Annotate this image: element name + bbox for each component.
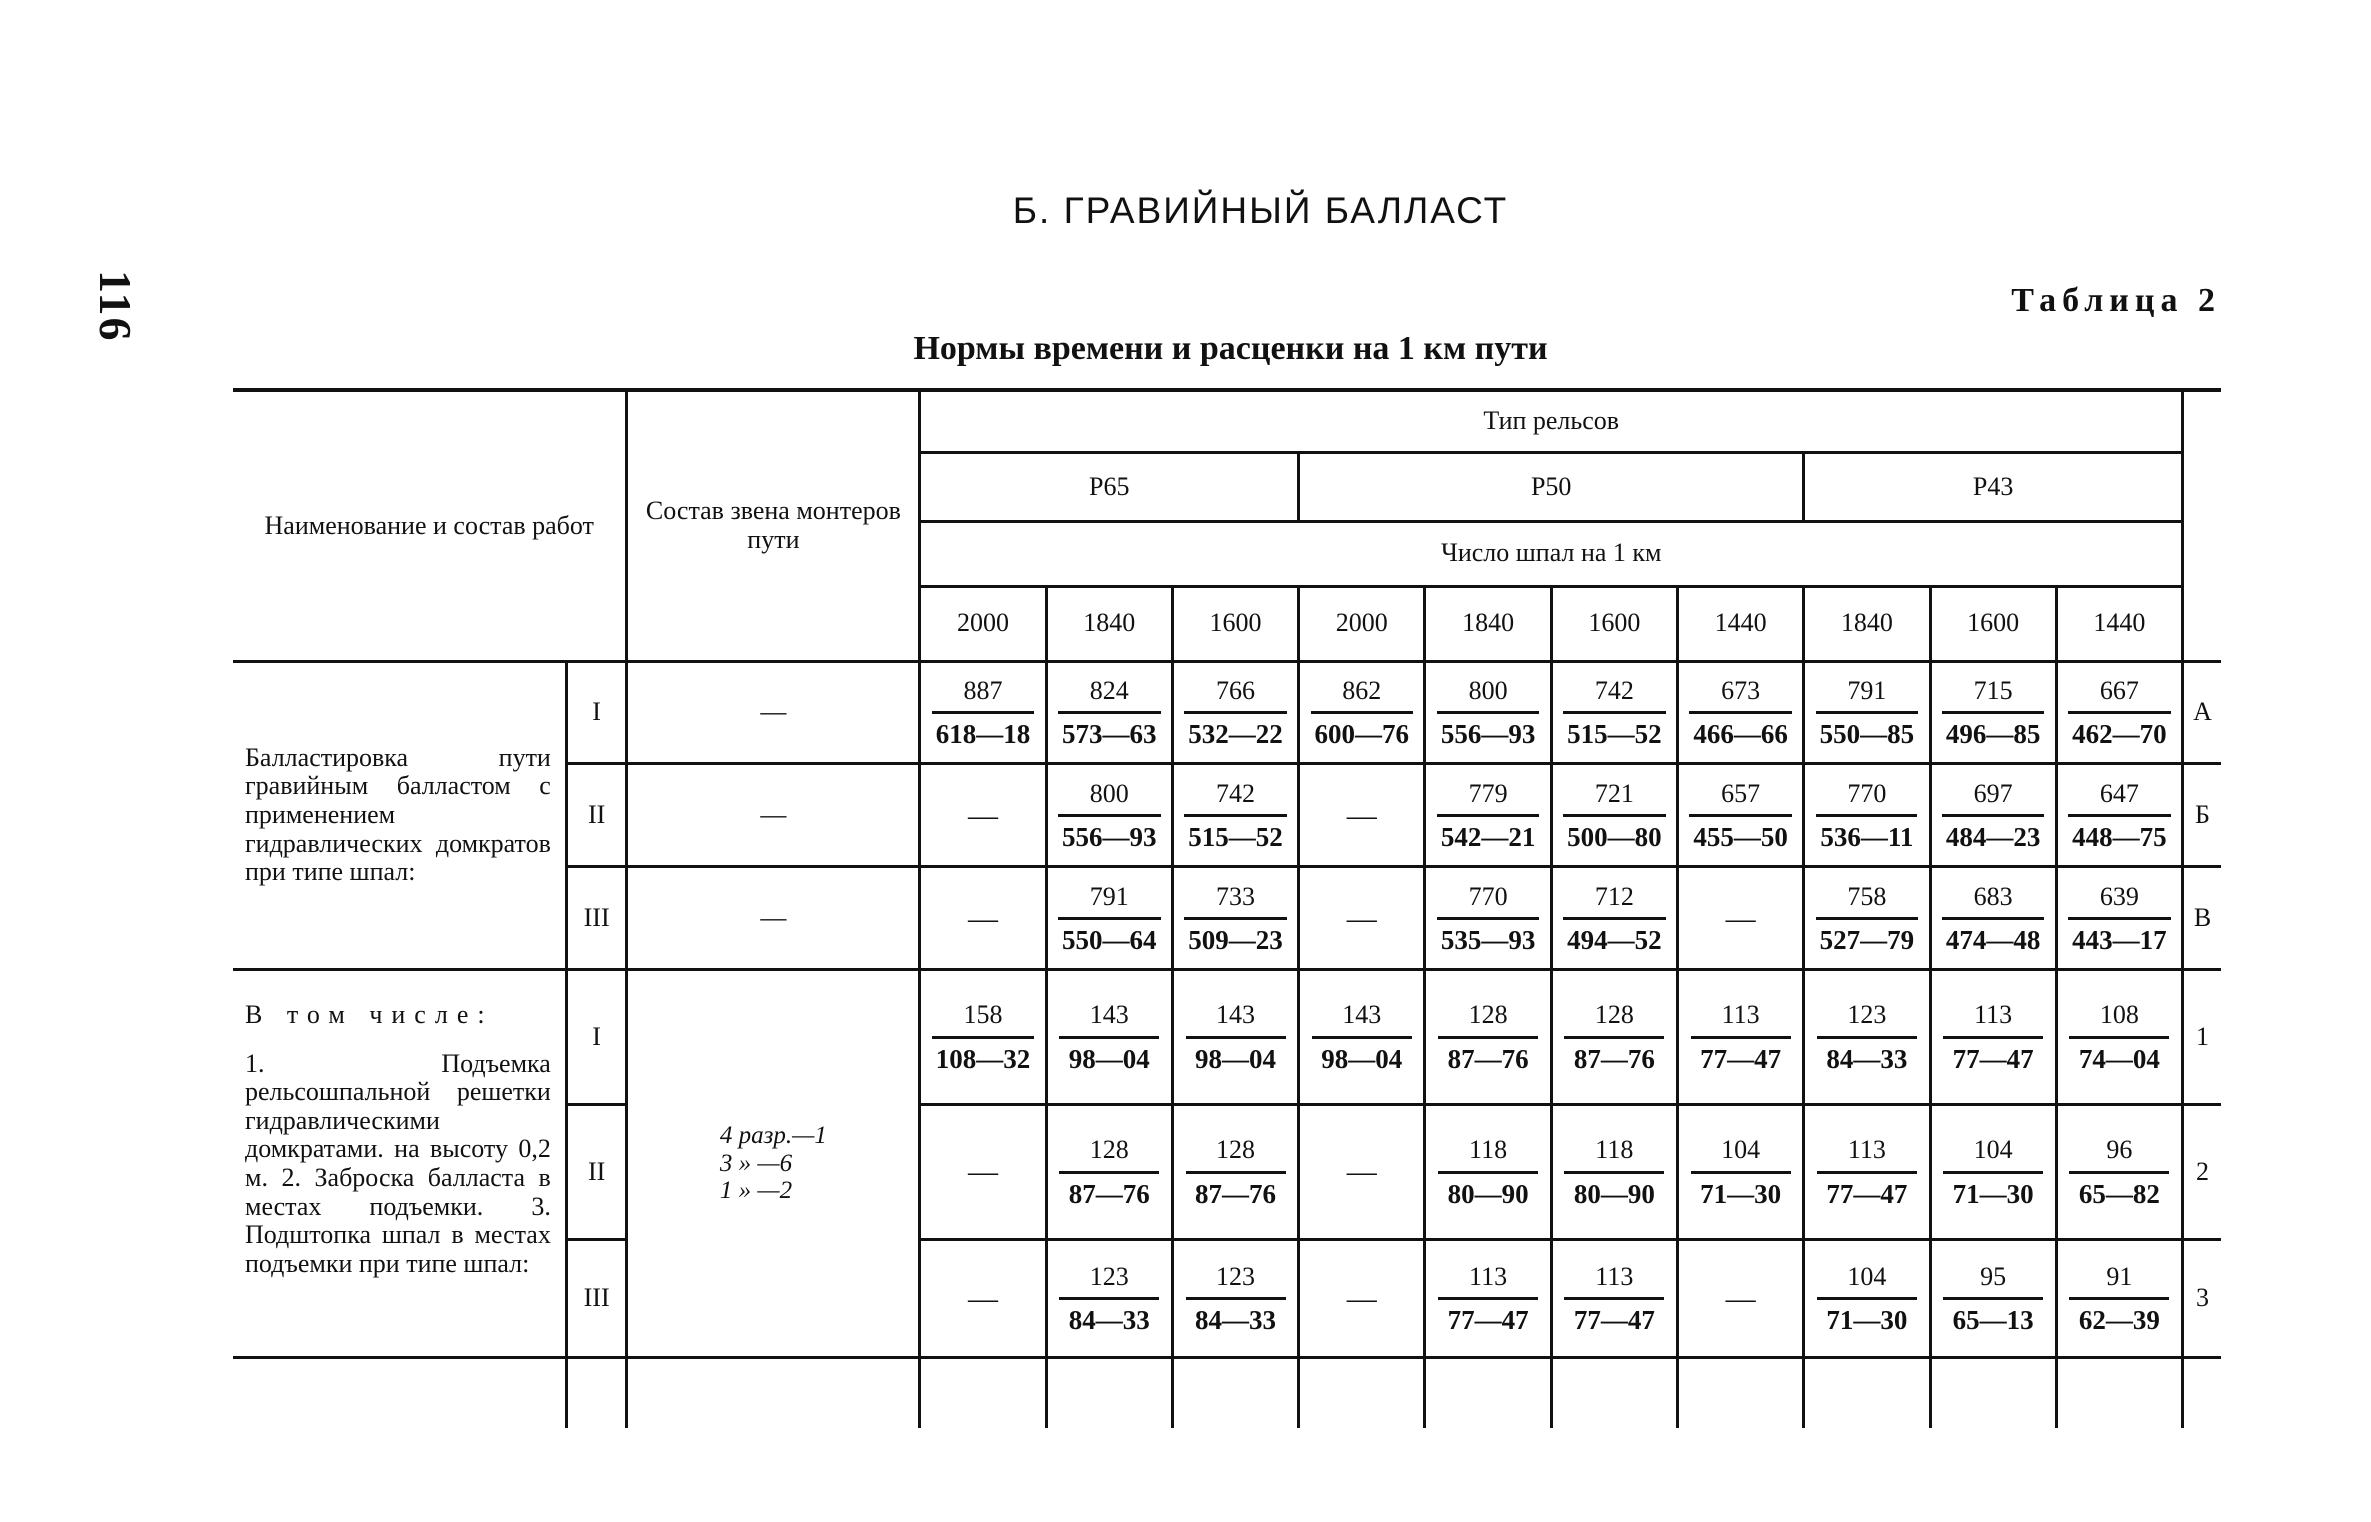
time-norm: 123	[1817, 997, 1917, 1039]
header-sleeper-count: 1840	[1046, 586, 1172, 661]
norm-rate-fraction	[1311, 673, 1414, 752]
sleeper-type: I	[566, 661, 627, 764]
rate-value: 484—23	[1945, 822, 2041, 853]
norm-rate-fraction	[1816, 776, 1917, 855]
rate-value: 84—33	[1068, 1305, 1150, 1336]
time-norm: 721	[1563, 776, 1666, 818]
norm-rate-fraction	[1564, 997, 1664, 1076]
rate-value: 527—79	[1819, 925, 1915, 956]
norm-rate-fraction	[1184, 879, 1287, 958]
time-norm: 128	[1564, 997, 1664, 1039]
rate-value: 573—63	[1062, 719, 1157, 750]
rate-value: 87—76	[1447, 1043, 1529, 1074]
time-norm: 118	[1438, 1132, 1538, 1174]
time-norm: 143	[1312, 997, 1412, 1039]
header-sleeper-count: 1840	[1804, 586, 1930, 661]
time-norm: 123	[1186, 1259, 1286, 1301]
crew-cell: —	[627, 661, 920, 764]
empty-cell-dash: —	[968, 1281, 998, 1315]
time-norm: 770	[1816, 776, 1917, 818]
norm-rate-fraction	[1058, 673, 1161, 752]
norm-rate-fraction	[1691, 997, 1791, 1076]
norm-rate-fraction	[1438, 997, 1538, 1076]
header-sleeper-count: 2000	[1299, 586, 1425, 661]
rate-value: 71—30	[1952, 1178, 2034, 1209]
crew-composition	[720, 1122, 827, 1205]
empty-cell-dash: —	[968, 798, 998, 832]
table-caption: Нормы времени и расценки на 1 км пути	[913, 330, 1548, 367]
time-norm: 128	[1186, 1132, 1286, 1174]
rate-value: 443—17	[2072, 925, 2167, 956]
rate-value: 77—47	[1952, 1043, 2034, 1074]
work-breakdown	[233, 970, 566, 1358]
norm-rate-fraction	[1059, 997, 1159, 1076]
rate-value: 542—21	[1440, 822, 1536, 853]
time-norm: 639	[2068, 879, 2171, 921]
norm-rate-fraction	[1817, 1259, 1917, 1338]
norm-rate-fraction	[1186, 997, 1286, 1076]
norm-rate-fraction	[2069, 1132, 2169, 1211]
norm-rate-fraction	[1816, 879, 1919, 958]
time-norm: 800	[1058, 776, 1161, 818]
time-norm: 667	[2068, 673, 2171, 715]
rate-value: 550—64	[1062, 925, 1157, 956]
norms-table	[233, 388, 2221, 1428]
norm-rate-fraction	[2069, 997, 2169, 1076]
norm-rate-fraction	[932, 997, 1035, 1076]
sleeper-type: I	[566, 970, 627, 1105]
work-text: Балластировка пути гравийным балластом с применением гидравлических домкратов при типе шпал:	[245, 742, 551, 887]
norm-rate-fraction	[1186, 1132, 1286, 1211]
rate-value: 466—66	[1693, 719, 1788, 750]
sleeper-type: II	[566, 764, 627, 867]
norm-rate-fraction	[1184, 673, 1287, 752]
rate-value: 535—93	[1440, 925, 1536, 956]
rate-value: 494—52	[1567, 925, 1662, 956]
rate-value: 87—76	[1573, 1043, 1655, 1074]
rate-value: 84—33	[1195, 1305, 1277, 1336]
rate-value: 65—13	[1952, 1305, 2034, 1336]
norm-rate-fraction	[1564, 1259, 1664, 1338]
time-norm: 715	[1942, 673, 2045, 715]
empty-cell-dash: —	[1346, 901, 1377, 935]
rate-value: 77—47	[1447, 1305, 1529, 1336]
norm-rate-fraction	[2068, 673, 2171, 752]
time-norm: 766	[1184, 673, 1287, 715]
time-norm: 779	[1437, 776, 1540, 818]
header-rail-group: Р43	[1804, 452, 2183, 521]
rate-value: 74—04	[2078, 1043, 2160, 1074]
rate-value: 108—32	[935, 1043, 1031, 1074]
header-sleeper-count: 1600	[1172, 586, 1298, 661]
empty-cell-dash: —	[1346, 1281, 1377, 1315]
norm-rate-fraction	[1312, 997, 1412, 1076]
empty-cell-dash: —	[968, 901, 998, 935]
crew-cell: —	[627, 764, 920, 867]
time-norm: 104	[1817, 1259, 1917, 1301]
crew-line: 4 разр.—1	[719, 1122, 827, 1150]
rate-value: 71—30	[1826, 1305, 1908, 1336]
time-norm: 712	[1563, 879, 1666, 921]
time-norm: 113	[1564, 1259, 1664, 1301]
header-sleeper-count: 1440	[2056, 586, 2182, 661]
norm-rate-fraction	[1943, 1259, 2043, 1338]
crew-cell: —	[627, 867, 920, 970]
rate-value: 618—18	[935, 719, 1031, 750]
norm-rate-fraction	[1942, 673, 2045, 752]
norm-rate-fraction	[932, 673, 1035, 752]
time-norm: 118	[1564, 1132, 1664, 1174]
page-number: 116	[90, 270, 141, 343]
header-sleeper-count: 1600	[1551, 586, 1677, 661]
row-marker: 3	[2183, 1239, 2221, 1357]
crew-line: 3 » —6	[719, 1149, 793, 1177]
rate-value: 62—39	[2078, 1305, 2160, 1336]
norm-rate-fraction	[1438, 1259, 1538, 1338]
time-norm: 887	[932, 673, 1035, 715]
time-norm: 113	[1438, 1259, 1538, 1301]
time-norm: 862	[1311, 673, 1414, 715]
time-norm: 113	[1817, 1132, 1917, 1174]
empty-cell-dash: —	[1346, 798, 1377, 832]
time-norm: 143	[1186, 997, 1286, 1039]
norm-rate-fraction	[1691, 1132, 1791, 1211]
time-norm: 104	[1691, 1132, 1791, 1174]
time-norm: 113	[1943, 997, 2043, 1039]
rate-value: 600—76	[1314, 719, 1410, 750]
norm-rate-fraction	[2069, 1259, 2169, 1338]
empty-cell-dash: —	[1725, 1281, 1756, 1315]
time-norm: 673	[1689, 673, 1792, 715]
time-norm: 791	[1816, 673, 1919, 715]
rate-value: 455—50	[1693, 822, 1788, 853]
rate-value: 87—76	[1068, 1178, 1150, 1209]
rate-value: 515—52	[1567, 719, 1662, 750]
row-marker: В	[2183, 867, 2221, 970]
row-marker: 2	[2183, 1104, 2221, 1239]
norm-rate-fraction	[1817, 1132, 1917, 1211]
time-norm: 824	[1058, 673, 1161, 715]
time-norm: 791	[1058, 879, 1161, 921]
rate-value: 98—04	[1068, 1043, 1150, 1074]
row-marker: Б	[2183, 764, 2221, 867]
time-norm: 770	[1437, 879, 1540, 921]
time-norm: 143	[1059, 997, 1159, 1039]
rate-value: 98—04	[1195, 1043, 1277, 1074]
norm-rate-fraction	[1184, 776, 1287, 855]
time-norm: 657	[1689, 776, 1792, 818]
time-norm: 104	[1943, 1132, 2043, 1174]
header-sleeper-count: 1840	[1425, 586, 1551, 661]
time-norm: 108	[2069, 997, 2169, 1039]
norm-rate-fraction	[1689, 673, 1792, 752]
norm-rate-fraction	[1564, 1132, 1664, 1211]
rate-value: 448—75	[2072, 822, 2167, 853]
work-text: 1. Подъемка рельсошпальной решетки гидравлическими домкратами. на высоту 0,2 м. 2. Заброска балласта в местах подъемки. 3. Подштопка шпал в местах подъемки при типе шпал:	[245, 1048, 551, 1278]
norm-rate-fraction	[1817, 997, 1917, 1076]
norm-rate-fraction	[1437, 673, 1540, 752]
rate-value: 474—48	[1945, 925, 2041, 956]
norm-rate-fraction	[1942, 879, 2045, 958]
time-norm: 683	[1942, 879, 2045, 921]
norm-rate-fraction	[1942, 776, 2045, 855]
sleeper-type: III	[566, 867, 627, 970]
rate-value: 80—90	[1447, 1178, 1529, 1209]
norm-rate-fraction	[1058, 879, 1161, 958]
table-label: Таблица 2	[2011, 282, 2221, 319]
time-norm: 800	[1437, 673, 1540, 715]
section-title: Б. ГРАВИЙНЫЙ БАЛЛАСТ	[1012, 190, 1509, 231]
norm-rate-fraction	[1563, 776, 1666, 855]
norm-rate-fraction	[1438, 1132, 1538, 1211]
norm-rate-fraction	[1059, 1259, 1159, 1338]
time-norm: 158	[932, 997, 1035, 1039]
rate-value: 80—90	[1573, 1178, 1655, 1209]
header-sleeper-count: 1600	[1930, 586, 2056, 661]
rate-value: 77—47	[1573, 1305, 1655, 1336]
work-description	[233, 661, 566, 969]
time-norm: 95	[1943, 1259, 2043, 1301]
rate-value: 496—85	[1945, 719, 2041, 750]
header-work-name: Наименование и состав работ	[233, 390, 627, 661]
norm-rate-fraction	[1059, 1132, 1159, 1211]
norm-rate-fraction	[1058, 776, 1161, 855]
rate-value: 84—33	[1826, 1043, 1908, 1074]
norm-rate-fraction	[1437, 776, 1540, 855]
norm-rate-fraction	[1186, 1259, 1286, 1338]
empty-cell-dash: —	[1725, 901, 1756, 935]
rate-value: 71—30	[1700, 1178, 1782, 1209]
time-norm: 742	[1184, 776, 1287, 818]
rate-value: 556—93	[1440, 719, 1536, 750]
rate-value: 550—85	[1819, 719, 1915, 750]
rate-value: 77—47	[1826, 1178, 1908, 1209]
rate-value: 509—23	[1188, 925, 1283, 956]
time-norm: 123	[1059, 1259, 1159, 1301]
time-norm: 647	[2068, 776, 2171, 818]
norm-rate-fraction	[2068, 879, 2171, 958]
time-norm: 91	[2069, 1259, 2169, 1301]
intro-label: В том числе:	[245, 1000, 494, 1030]
norm-rate-fraction	[1816, 673, 1919, 752]
time-norm: 742	[1563, 673, 1666, 715]
header-rail-group: Р50	[1299, 452, 1804, 521]
rate-value: 98—04	[1321, 1043, 1403, 1074]
rate-value: 87—76	[1195, 1178, 1277, 1209]
header-sleeper-count: 2000	[920, 586, 1046, 661]
sleeper-type: II	[566, 1104, 627, 1239]
norm-rate-fraction	[1563, 673, 1666, 752]
rate-value: 532—22	[1188, 719, 1283, 750]
time-norm: 128	[1438, 997, 1538, 1039]
time-norm: 758	[1816, 879, 1919, 921]
rate-value: 65—82	[2078, 1178, 2160, 1209]
norm-rate-fraction	[1943, 1132, 2043, 1211]
time-norm: 128	[1059, 1132, 1159, 1174]
row-marker: А	[2183, 661, 2221, 764]
header-rail-group: Р65	[920, 452, 1299, 521]
norm-rate-fraction	[1437, 879, 1540, 958]
norm-rate-fraction	[2068, 776, 2171, 855]
empty-cell-dash: —	[968, 1155, 998, 1189]
header-crew: Состав звена монтеров пути	[627, 390, 920, 661]
header-sleeper-count: 1440	[1677, 586, 1803, 661]
rate-value: 536—11	[1820, 822, 1914, 853]
rate-value: 556—93	[1062, 822, 1157, 853]
time-norm: 96	[2069, 1132, 2169, 1174]
header-sleepers-per-km: Число шпал на 1 км	[920, 521, 2183, 586]
rate-value: 77—47	[1700, 1043, 1782, 1074]
header-rail-type: Тип рельсов	[920, 390, 2183, 452]
norm-rate-fraction	[1563, 879, 1666, 958]
time-norm: 733	[1184, 879, 1287, 921]
empty-cell-dash: —	[1346, 1155, 1377, 1189]
row-marker: 1	[2183, 970, 2221, 1105]
rate-value: 462—70	[2072, 719, 2167, 750]
norm-rate-fraction	[1943, 997, 2043, 1076]
sleeper-type: III	[566, 1239, 627, 1357]
rate-value: 515—52	[1188, 822, 1283, 853]
rate-value: 500—80	[1567, 822, 1662, 853]
time-norm: 697	[1942, 776, 2045, 818]
time-norm: 113	[1691, 997, 1791, 1039]
norm-rate-fraction	[1689, 776, 1792, 855]
crew-line: 1 » —2	[719, 1177, 793, 1205]
